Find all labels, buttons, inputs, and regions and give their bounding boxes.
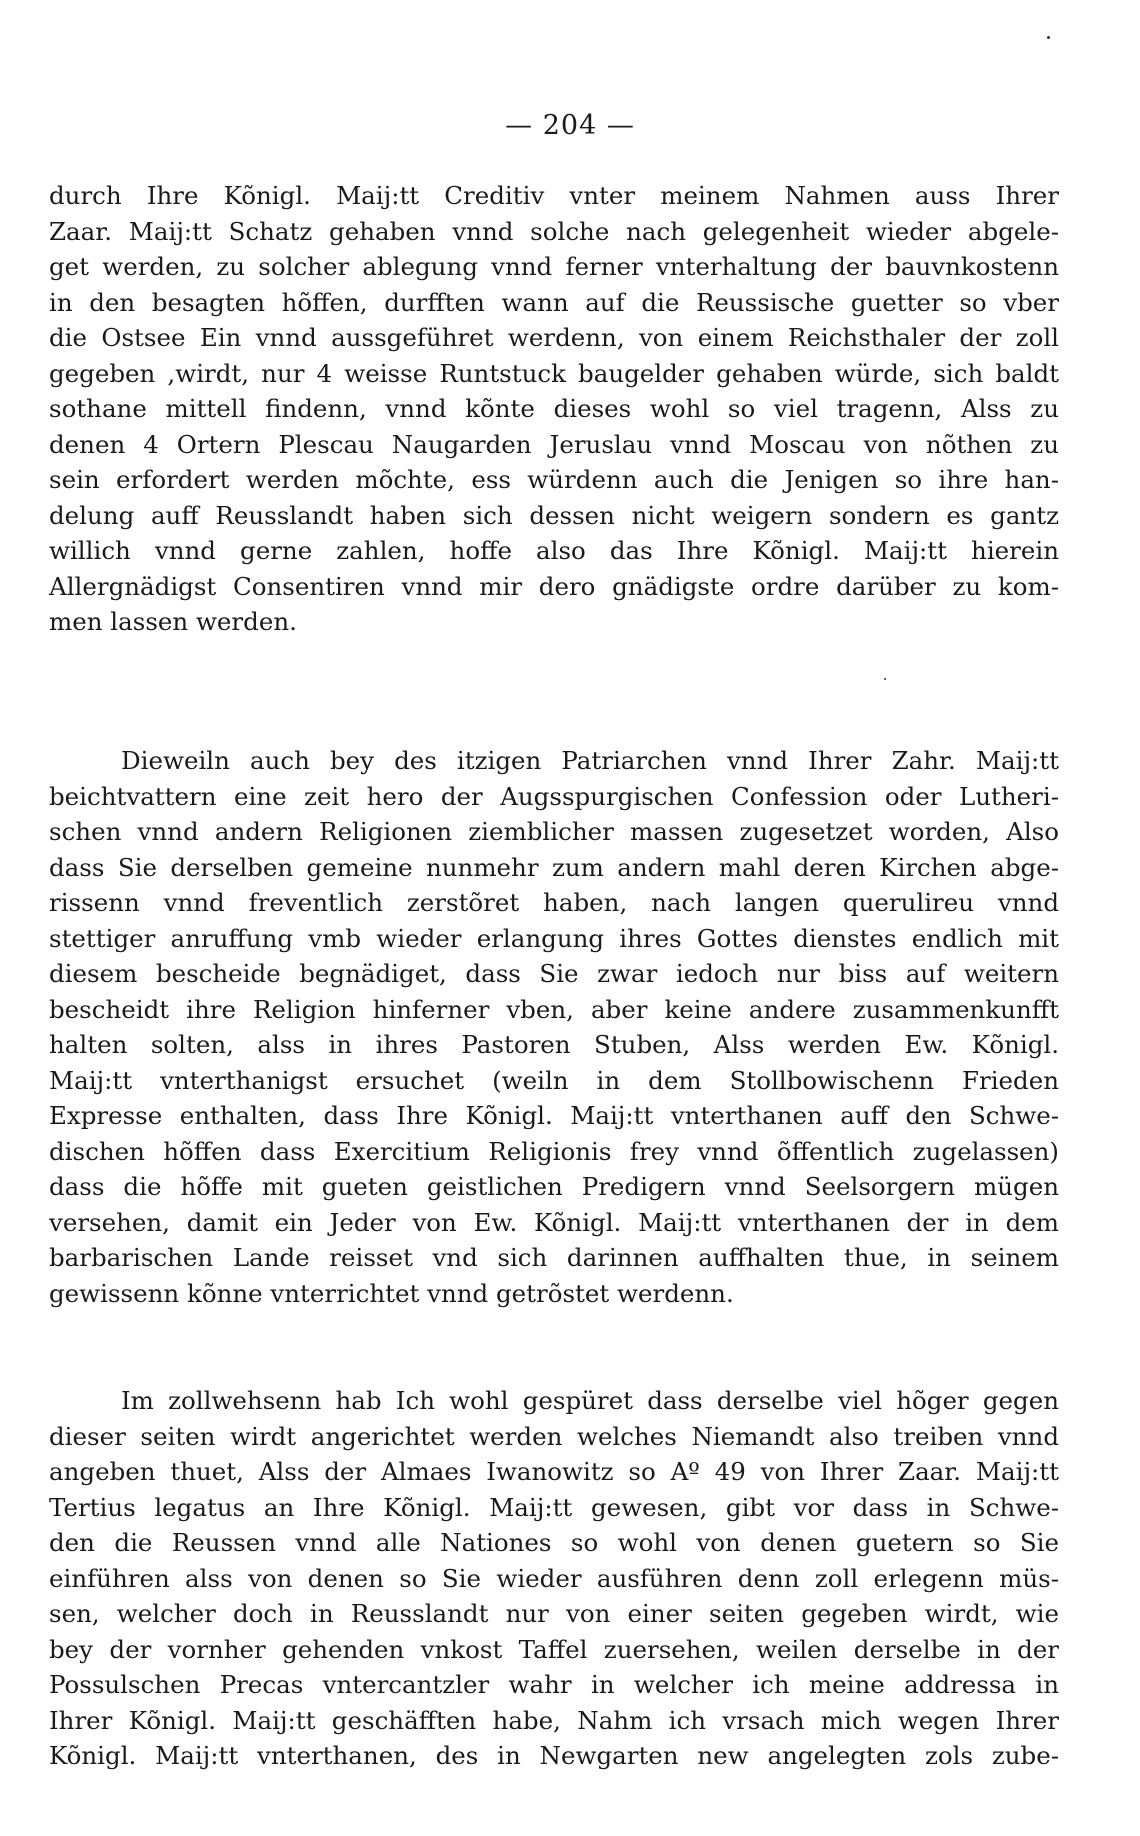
text-line: Expresse enthalten, dass Ihre Kõnigl. Maij:tt vnterthanen auff den Schwe-: [49, 1101, 1059, 1130]
text-line: get werden, zu solcher ablegung vnnd ferner vnterhaltung der bauvnkostenn: [49, 252, 1059, 281]
text-line: den die Reussen vnnd alle Nationes so wohl von denen guetern so Sie: [49, 1528, 1059, 1557]
text-line: Maij:tt vnterthanigst ersuchet (weiln in dem Stollbowischenn Frieden: [49, 1065, 1059, 1095]
text-line: dass die hõffe mit gueten geistlichen Predigern vnnd Seelsorgern mügen: [49, 1172, 1059, 1201]
text-line: willich vnnd gerne zahlen, hoffe also das Ihre Kõnigl. Maij:tt hierein: [49, 536, 1059, 565]
text-line: rissenn vnnd freventlich zerstõret haben, nach langen querulireu vnnd: [49, 888, 1059, 917]
text-line: sothane mittell findenn, vnnd kõnte dieses wohl so viel tragenn, Alss zu: [49, 394, 1059, 423]
text-line: Zaar. Maij:tt Schatz gehaben vnnd solche nach gelegenheit wieder abgele-: [49, 216, 1059, 246]
text-line: einführen alss von denen so Sie wieder ausführen denn zoll erlegenn müs-: [49, 1563, 1059, 1593]
text-line: durch Ihre Kõnigl. Maij:tt Creditiv vnter meinem Nahmen auss Ihrer: [49, 181, 1059, 210]
text-line: halten solten, alss in ihres Pastoren Stuben, Alss werden Ew. Kõnigl.: [49, 1030, 1059, 1059]
text-line: versehen, damit ein Jeder von Ew. Kõnigl. Maij:tt vnterthanen der in dem: [49, 1207, 1059, 1237]
text-line: diesem bescheide begnädiget, dass Sie zwar iedoch nur biss auf weitern: [49, 959, 1059, 988]
text-line: gewissenn kõnne vnterrichtet vnnd getrõstet werdenn.: [49, 1278, 734, 1308]
text-line: dieser seiten wirdt angerichtet werden welches Niemandt also treiben vnnd: [49, 1421, 1059, 1451]
text-line: Possulschen Precas vntercantzler wahr in welcher ich meine addressa in: [49, 1670, 1059, 1699]
paragraph: [49, 178, 1059, 640]
text-line: stettiger anruffung vmb wieder erlangung ihres Gottes dienstes endlich mit: [49, 923, 1059, 953]
text-line: bescheidt ihre Religion hinferner vben, aber keine andere zusammenkunfft: [49, 994, 1059, 1024]
text-line: barbarischen Lande reisset vnd sich darinnen auffhalten thue, in seinem: [49, 1243, 1059, 1272]
text-line: schen vnnd andern Religionen ziemblicher massen zugesetzet worden, Also: [49, 817, 1059, 846]
text-line: delung auff Reusslandt haben sich dessen nicht weigern sondern es gantz: [49, 500, 1059, 530]
text-line: Allergnädigst Consentiren vnnd mir dero gnädigste ordre darüber zu kom-: [49, 571, 1059, 601]
text-line: dischen hõffen dass Exercitium Religionis frey vnnd õffentlich zugelassen): [49, 1136, 1059, 1166]
text-line: angeben thuet, Alss der Almaes Iwanowitz so Aº 49 von Ihrer Zaar. Maij:tt: [49, 1457, 1059, 1486]
text-line: beichtvattern eine zeit hero der Augsspurgischen Confession oder Lutheri-: [49, 781, 1059, 811]
text-line: denen 4 Ortern Plescau Naugarden Jeruslau vnnd Moscau von nõthen zu: [49, 429, 1059, 459]
scan-speck: [884, 678, 886, 680]
text-line: dass Sie derselben gemeine nunmehr zum andern mahl deren Kirchen abge-: [49, 852, 1059, 882]
text-line: sein erfordert werden mõchte, ess würdenn auch die Jenigen so ihre han-: [49, 465, 1059, 494]
text-line: Kõnigl. Maij:tt vnterthanen, des in Newgarten new angelegten zols zube-: [49, 1741, 1059, 1770]
text-line: men lassen werden.: [49, 607, 297, 636]
text-line: Ihrer Kõnigl. Maij:tt geschäfften habe, Nahm ich vrsach mich wegen Ihrer: [49, 1705, 1059, 1735]
text-line: in den besagten hõffen, durfften wann auf die Reussische guetter so vber: [49, 287, 1059, 317]
text-line: die Ostsee Ein vnnd aussgeführet werdenn, von einem Reichsthaler der zoll: [49, 323, 1059, 352]
text-line: Im zollwehsenn hab Ich wohl gespüret dass derselbe viel hõger gegen: [121, 1386, 1059, 1415]
text-line: sen, welcher doch in Reusslandt nur von einer seiten gegeben wirdt, wie: [49, 1599, 1059, 1628]
text-line: gegeben ,wirdt, nur 4 weisse Runtstuck baugelder gehaben würde, sich baldt: [49, 358, 1059, 388]
paragraph: [49, 743, 1059, 1311]
scan-speck: [1047, 36, 1050, 39]
text-line: Tertius legatus an Ihre Kõnigl. Maij:tt gewesen, gibt vor dass in Schwe-: [49, 1492, 1059, 1522]
paragraph: [49, 1383, 1059, 1774]
text-line: Dieweiln auch bey des itzigen Patriarchen vnnd Ihrer Zahr. Maij:tt: [121, 746, 1059, 775]
page-number: — 204 —: [505, 110, 635, 141]
text-line: bey der vornher gehenden vnkost Taffel zuersehen, weilen derselbe in der: [49, 1634, 1059, 1664]
